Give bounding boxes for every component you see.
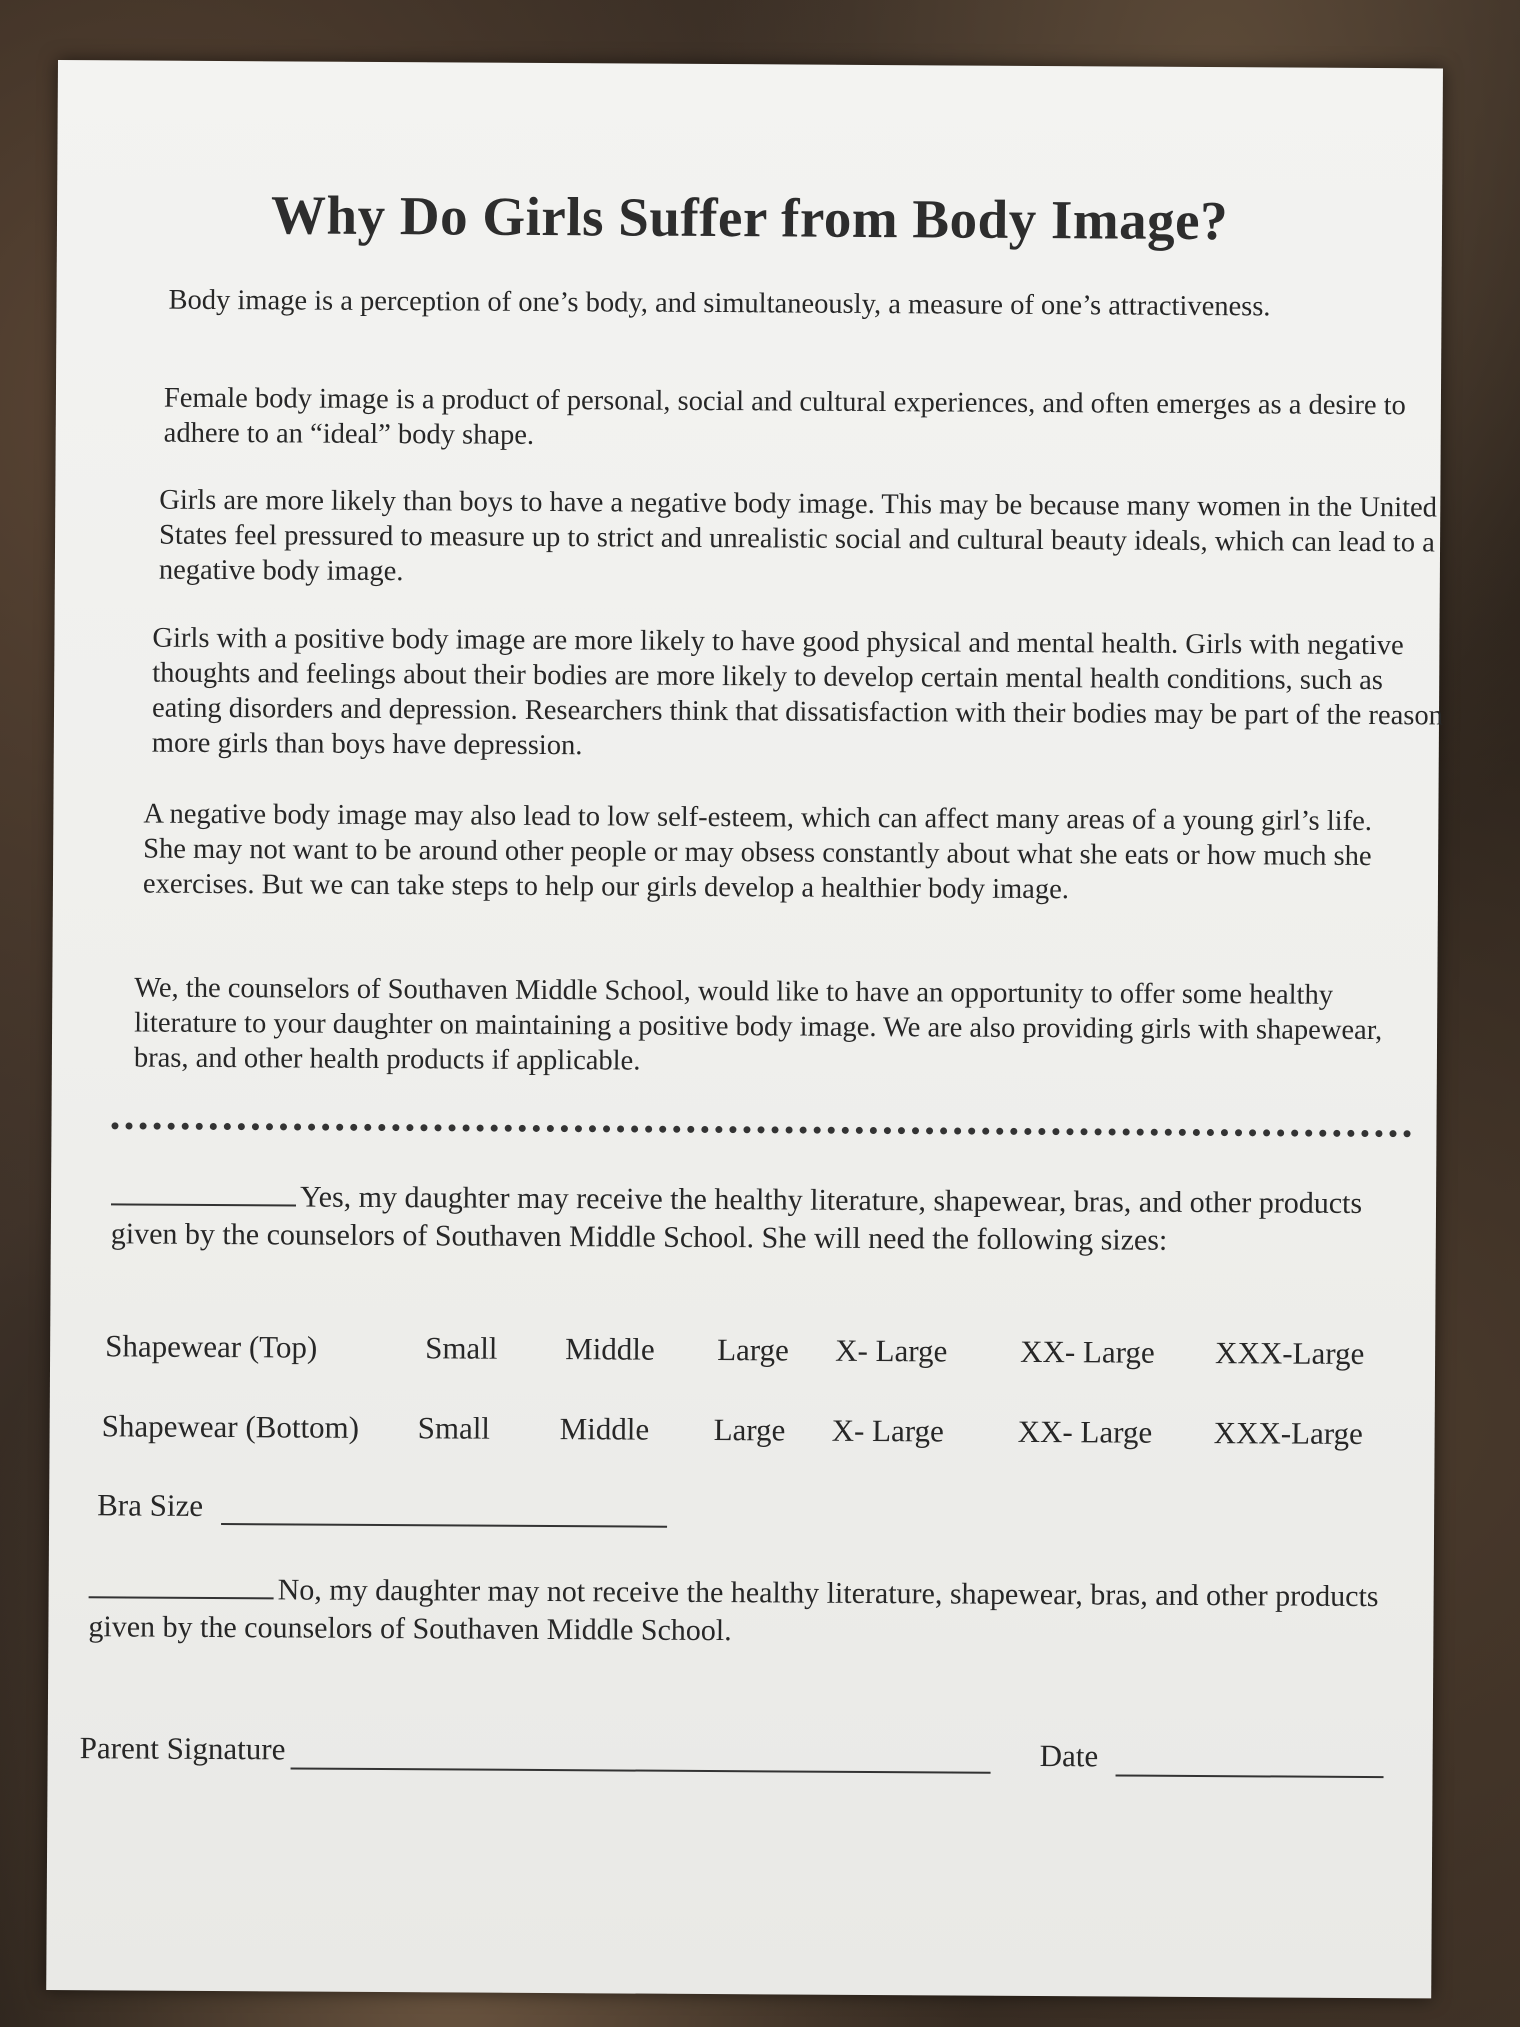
document-title: Why Do Girls Suffer from Body Image?	[270, 184, 1229, 252]
shapewear-bottom-xx-large[interactable]: XX- Large	[1017, 1413, 1153, 1450]
consent-yes-text: Yes, my daughter may receive the healthy literature, shapewear, bras, and other products given by the counselors of Southaven Middle School. She will need the following sizes:	[110, 1180, 1363, 1257]
shapewear-top-xx-large[interactable]: XX- Large	[1020, 1333, 1155, 1370]
consent-no-blank[interactable]	[89, 1568, 274, 1599]
paragraph-girls-vs-boys: Girls are more likely than boys to have a negative body image. This may be because many women in the United States feel pressured to measure up to strict and unrealistic social and cultural beauty ideals, which can lead to a negative body image.	[158, 484, 1438, 588]
tear-off-divider	[111, 1122, 1411, 1137]
shapewear-bottom-row	[102, 1408, 1422, 1456]
shapewear-top-x-large[interactable]: X- Large	[835, 1332, 948, 1369]
consent-yes-block	[111, 1175, 1411, 1261]
bra-size-line[interactable]	[221, 1523, 667, 1528]
shapewear-bottom-xxx-large[interactable]: XXX-Large	[1213, 1415, 1363, 1451]
consent-yes-blank[interactable]	[111, 1175, 296, 1206]
paragraph-counselors-offer: We, the counselors of Southaven Middle School, would like to have an opportunity to offer some healthy literature to your daughter on maintaining a positive body image. We are also providing girls with shapewear, bras, and other health products if applicable.	[133, 972, 1383, 1077]
shapewear-bottom-large[interactable]: Large	[713, 1412, 786, 1448]
paragraph-self-esteem: A negative body image may also lead to low self-esteem, which can affect many areas of a young girl’s life. She may not want to be around other people or may obsess constantly about what she eats or how much she exercises. But we can take steps to help our girls develop a healthier body image.	[142, 798, 1372, 906]
shapewear-top-xxx-large[interactable]: XXX-Large	[1215, 1335, 1365, 1372]
date-label: Date	[1039, 1738, 1099, 1774]
shapewear-top-label: Shapewear (Top)	[105, 1328, 318, 1365]
paragraph-definition: Body image is a perception of one’s body, and simultaneously, a measure of one’s attractiveness.	[168, 284, 1271, 323]
shapewear-bottom-label: Shapewear (Bottom)	[101, 1408, 360, 1445]
date-line[interactable]	[1116, 1774, 1384, 1778]
paragraph-female-body-image: Female body image is a product of personal, social and cultural experiences, and often emerges as a desire to adhere to an “ideal” body shape.	[163, 382, 1406, 451]
parent-signature-label: Parent Signature	[79, 1730, 286, 1767]
shapewear-bottom-small[interactable]: Small	[417, 1410, 491, 1446]
paragraph-health: Girls with a positive body image are more likely to have good physical and mental health. Girls with negative thoughts and feelings about their bodies are more likely to develop certain mental health conditions, such as eating disorders and depression. Researchers think that dissatisfaction with their bodies may be part of the reason more girls than boys have depression.	[151, 622, 1443, 762]
bra-size-label: Bra Size	[97, 1487, 204, 1523]
shapewear-bottom-x-large[interactable]: X- Large	[831, 1412, 944, 1449]
parent-signature-line[interactable]	[291, 1767, 991, 1773]
document-page	[46, 60, 1443, 1998]
shapewear-bottom-middle[interactable]: Middle	[559, 1411, 650, 1447]
consent-no-block	[88, 1568, 1428, 1654]
shapewear-top-row	[105, 1328, 1425, 1376]
shapewear-top-large[interactable]: Large	[717, 1332, 789, 1368]
shapewear-top-middle[interactable]: Middle	[565, 1331, 655, 1367]
consent-no-text: No, my daughter may not receive the healthy literature, shapewear, bras, and other products given by the counselors of Southaven Middle School.	[88, 1573, 1379, 1648]
shapewear-top-small[interactable]: Small	[425, 1330, 498, 1366]
